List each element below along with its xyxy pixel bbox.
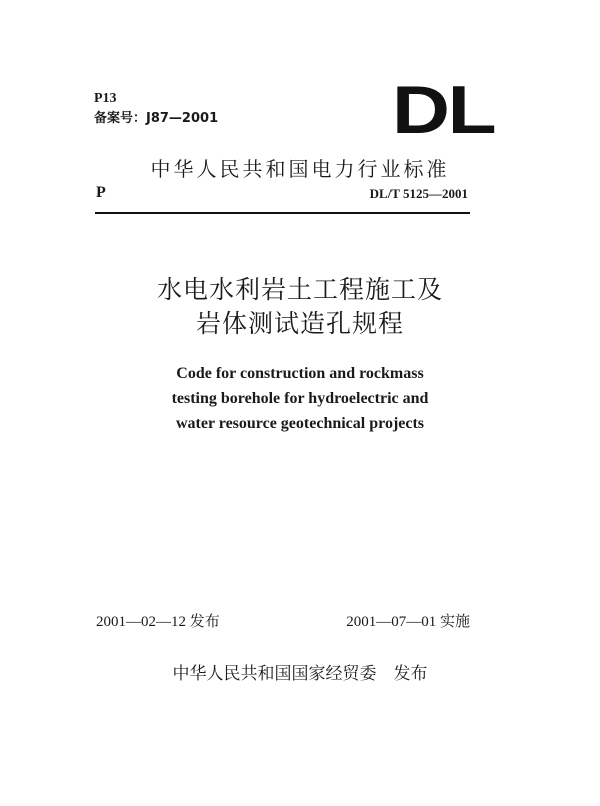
- implementation-date: 2001—07—01 实施: [346, 614, 470, 630]
- p-code: P: [96, 184, 106, 201]
- issue-date: 2001—02—12 发布: [96, 614, 220, 630]
- english-title-line-1: Code for construction and rockmass: [176, 365, 424, 382]
- header-rule: [95, 212, 470, 214]
- filing-number: 备案号：J87—2001: [94, 111, 219, 126]
- standard-category: 中华人民共和国电力行业标准: [150, 157, 450, 181]
- dl-logo: DL: [392, 72, 495, 148]
- publisher: 中华人民共和国国家经贸委 发布: [172, 664, 428, 684]
- english-title-line-3: water resource geotechnical projects: [175, 415, 425, 432]
- english-title-line-2: testing borehole for hydroelectric and: [171, 390, 429, 407]
- standard-number: DL/T 5125—2001: [369, 186, 468, 201]
- class-code: P13: [94, 91, 117, 106]
- chinese-title-line-2: 岩体测试造孔规程: [195, 309, 404, 338]
- chinese-title-line-1: 水电水利岩土工程施工及: [156, 275, 443, 304]
